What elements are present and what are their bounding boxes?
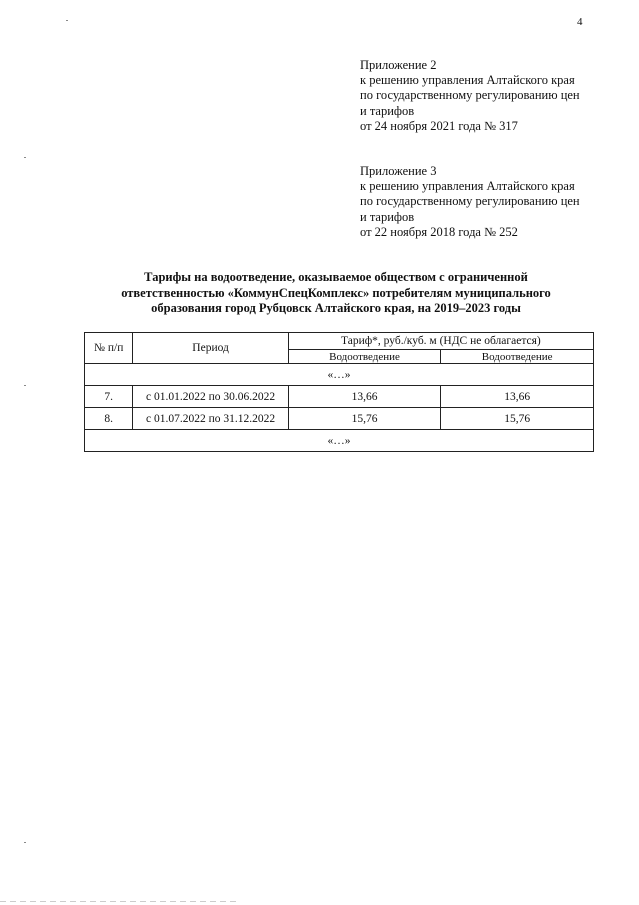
appendix-2-line: по государственному регулированию цен: [360, 88, 580, 103]
cell-num: 8.: [85, 408, 133, 430]
tariff-table: [84, 332, 594, 452]
header-sub-2: Водоотведение: [441, 350, 594, 364]
cell-tariff-1: 15,76: [288, 408, 441, 430]
header-sub-1: Водоотведение: [288, 350, 441, 364]
scan-artifact: [66, 20, 68, 21]
table-row: [85, 386, 594, 408]
table-row-ellipsis: [85, 364, 594, 386]
table-row: [85, 408, 594, 430]
table-row-ellipsis: [85, 430, 594, 452]
scan-artifact: [24, 842, 26, 843]
scan-artifact: [24, 385, 26, 386]
appendix-3-line: по государственному регулированию цен: [360, 194, 580, 209]
appendix-2-line: Приложение 2: [360, 58, 437, 72]
title-line: ответственностью «КоммунСпецКомплекс» потребителям муниципального: [121, 285, 551, 300]
header-period: Период: [133, 333, 288, 364]
cell-tariff-2: 15,76: [441, 408, 594, 430]
scan-artifact-line: [0, 901, 240, 902]
ellipsis-cell: «…»: [85, 430, 594, 452]
title-line: Тарифы на водоотведение, оказываемое обществом с ограниченной: [144, 270, 528, 284]
cell-period: с 01.07.2022 по 31.12.2022: [133, 408, 288, 430]
appendix-3-line: Приложение 3: [360, 164, 437, 178]
cell-tariff-1: 13,66: [288, 386, 441, 408]
document-title: [60, 270, 612, 317]
cell-tariff-2: 13,66: [441, 386, 594, 408]
appendix-3-line: к решению управления Алтайского края: [360, 179, 575, 194]
appendix-3-header: [360, 164, 620, 240]
header-num: № п/п: [85, 333, 133, 364]
ellipsis-cell: «…»: [85, 364, 594, 386]
header-tariff: Тариф*, руб./куб. м (НДС не облагается): [288, 333, 593, 350]
scan-artifact: [24, 157, 26, 158]
appendix-2-line: от 24 ноября 2021 года № 317: [360, 118, 518, 133]
appendix-2-header: [360, 58, 620, 134]
appendix-3-line: от 22 ноября 2018 года № 252: [360, 224, 518, 239]
appendix-2-line: к решению управления Алтайского края: [360, 73, 575, 88]
title-line: образования город Рубцовск Алтайского края, на 2019–2023 годы: [151, 301, 521, 315]
appendix-3-line: и тарифов: [360, 209, 415, 224]
table-header-row: [85, 333, 594, 350]
page-number: 4: [577, 16, 583, 28]
appendix-2-line: и тарифов: [360, 103, 415, 118]
cell-period: с 01.01.2022 по 30.06.2022: [133, 386, 288, 408]
cell-num: 7.: [85, 386, 133, 408]
